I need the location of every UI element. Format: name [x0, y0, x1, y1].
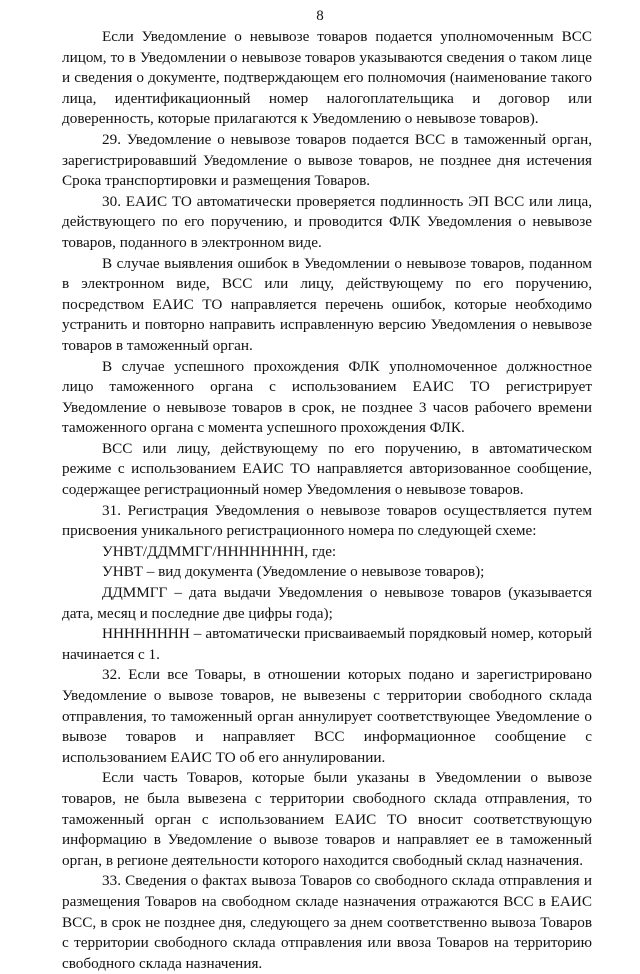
paragraph-authorized-message: ВСС или лицу, действующему по его поручению, в автоматическом режиме с использованием ЕАИС ТО направляется авторизованное сообщение, содержащее регистрационный номер Уведомления о невывозе товаров.: [62, 439, 592, 499]
scheme-item-document-type: УНВТ – вид документа (Уведомление о невывозе товаров);: [102, 563, 485, 581]
paragraph-partial-export: Если часть Товаров, которые были указаны в Уведомлении о вывозе товаров, не была вывезена с территории свободного склада отправления, то таможенный орган с использованием ЕАИС ТО вносит соответствующую информацию в Уведомление о вывозе товаров и направляет ее в таможенный орган, в регионе деятельности которого находится свободный склад назначения.: [62, 769, 592, 869]
paragraph-29: 29. Уведомление о невывозе товаров подается ВСС в таможенный орган, зарегистрировавший Уведомление о вывозе товаров, не позднее дня истечения Срока транспортировки и размещения Товаров.: [62, 130, 592, 190]
paragraph-errors: В случае выявления ошибок в Уведомлении о невывозе товаров, поданном в электронном виде, ВСС или лицу, действующему по его поручению, посредством ЕАИС ТО направляется перечень ошибок, которые необходимо устранить и повторно направить исправленную версию Уведомления о невывозе товаров в таможенный орган.: [62, 254, 592, 354]
scheme-item-date: ДДММГГ – дата выдачи Уведомления о невывозе товаров (указывается дата, месяц и последние две цифры года);: [62, 584, 592, 622]
document-body: [62, 27, 592, 974]
page-number: 8: [316, 8, 324, 24]
paragraph-32: 32. Если все Товары, в отношении которых подано и зарегистрировано Уведомление о вывозе товаров, не вывезены с территории свободного склада отправления, то таможенный орган аннулирует соответствующее Уведомление о вывозе товаров и направляет ВСС информационное сообщение с использованием ЕАИС ТО об его аннулировании.: [62, 666, 592, 766]
paragraph-31: 31. Регистрация Уведомления о невывозе товаров осуществляется путем присвоения уникального регистрационного номера по следующей схеме:: [62, 501, 592, 540]
paragraph-30: 30. ЕАИС ТО автоматически проверяется подлинность ЭП ВСС или лица, действующего по его поручению, и проводится ФЛК Уведомления о невывозе товаров, поданного в электронном виде.: [62, 192, 592, 251]
scheme-item-sequence-number: НННННННН – автоматически присваиваемый порядковый номер, который начинается с 1.: [62, 625, 592, 663]
paragraph-flk-success: В случае успешного прохождения ФЛК уполномоченное должностное лицо таможенного органа с использованием ЕАИС ТО регистрирует Уведомление о невывозе товаров в срок, не позднее 3 часов рабочего времени таможенного органа с момента успешного прохождения ФЛК.: [62, 357, 592, 437]
registration-scheme: УНВТ/ДДММГГ/НННННННН, где:: [102, 542, 337, 560]
paragraph-33: 33. Сведения о фактах вывоза Товаров со свободного склада отправления и размещения Товаров на свободном складе назначения отражаются ВСС в ЕАИС ВСС, в срок не позднее дня, следующего за днем соответственно вывоза Товаров с территории свободного склада отправления или ввоза Товаров на территорию свободного склада назначения.: [62, 872, 592, 972]
paragraph-authorized-person: Если Уведомление о невывозе товаров подается уполномоченным ВСС лицом, то в Уведомлении о невывозе товаров указываются сведения о таком лице и сведения о документе, подтверждающем его полномочия (наименование такого лица, идентификационный номер налогоплательщика и договор или доверенность, которые прилагаются к Уведомлению о невывозе товаров).: [62, 28, 592, 128]
